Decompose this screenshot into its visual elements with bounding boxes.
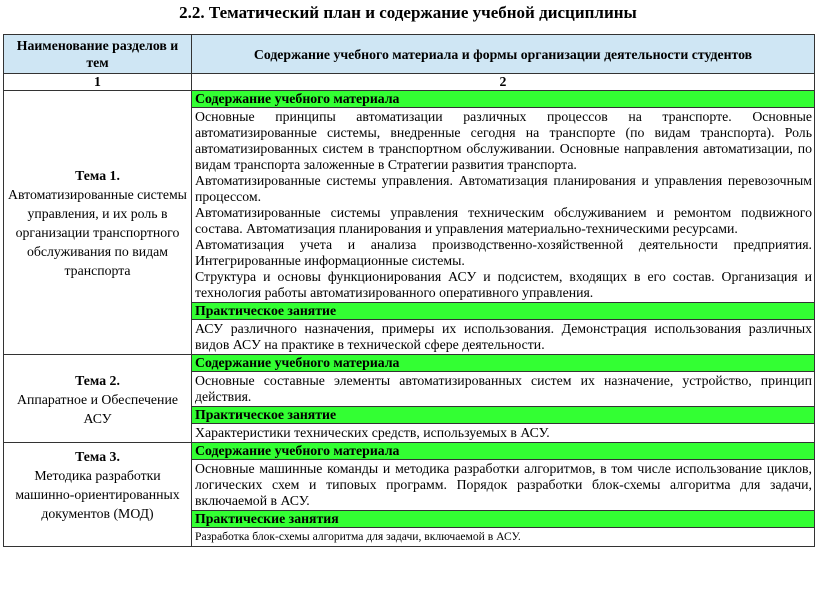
table-number-row <box>4 74 815 91</box>
content-paragraph: Основные принципы автоматизации различных процессов на транспорте. Основные автоматизированные системы, внедренные сегодня на транспорте (по видам транспорта). Роль автоматизированных систем в транспортном обслуживании. Основные направления автоматизации, по видам транспорта заложенные в Стратегии развития транспорта. <box>195 109 812 172</box>
content-label: Содержание учебного материала <box>192 443 815 460</box>
content-label: Содержание учебного материала <box>192 355 815 372</box>
content-paragraph: Автоматизация учета и анализа производственно-хозяйственной деятельности предприятия. Интегрированные информационные системы. <box>195 237 812 268</box>
table-row <box>4 91 815 108</box>
table-row <box>4 443 815 460</box>
topic-cell <box>4 91 192 355</box>
content-paragraph: Структура и основы функционирования АСУ и подсистем, входящих в его состав. Организация и технология работы автоматизированного оперативного управления. <box>195 269 812 300</box>
content-paragraph: Основные составные элементы автоматизированных систем их назначение, устройство, принцип действия. <box>195 373 812 404</box>
topic-description: Аппаратное и Обеспечение АСУ <box>17 392 178 426</box>
header-num1: 1 <box>4 74 192 91</box>
thematic-plan-table <box>3 34 815 547</box>
practice-text: Характеристики технических средств, используемых в АСУ. <box>192 424 815 443</box>
practice-label: Практическое занятие <box>192 303 815 320</box>
practice-text: АСУ различного назначения, примеры их использования. Демонстрация использования различных видов АСУ на практике в технической сфере деятельности. <box>192 320 815 355</box>
header-num2: 2 <box>192 74 815 91</box>
topic-cell <box>4 355 192 443</box>
practice-label: Практические занятия <box>192 511 815 528</box>
content-label: Содержание учебного материала <box>192 91 815 108</box>
content-text <box>192 108 815 303</box>
content-paragraph: Автоматизированные системы управления техническим обслуживанием и ремонтом подвижного состава. Автоматизация планирования и управления материально-техническими ресурсами. <box>195 205 812 236</box>
topic-description: Методика разработки машинно-ориентированных документов (МОД) <box>15 468 180 521</box>
table-row <box>4 355 815 372</box>
content-text <box>192 372 815 407</box>
topic-cell <box>4 443 192 547</box>
practice-text: Разработка блок-схемы алгоритма для задачи, включаемой в АСУ. <box>192 528 815 547</box>
header-col2: Содержание учебного материала и формы организации деятельности студентов <box>192 35 815 74</box>
header-col1: Наименование разделов и тем <box>4 35 192 74</box>
table-header-row <box>4 35 815 74</box>
content-text <box>192 460 815 511</box>
topic-name: Тема 1. <box>75 167 120 183</box>
practice-label: Практическое занятие <box>192 407 815 424</box>
topic-description: Автоматизированные системы управления, и их роль в организации транспортного обслуживания по видам транспорта <box>8 186 187 278</box>
content-paragraph: Основные машинные команды и методика разработки алгоритмов, в том числе использование циклов, логических схем и типовых программ. Порядок разработки блок-схемы алгоритма для задачи, включаемой в АСУ. <box>195 461 812 508</box>
content-paragraph: Автоматизированные системы управления. Автоматизация планирования и управления перевозочным процессом. <box>195 173 812 204</box>
topic-name: Тема 3. <box>75 449 120 464</box>
page-title: 2.2. Тематический план и содержание учебной дисциплины <box>179 3 637 22</box>
topic-name: Тема 2. <box>75 373 120 388</box>
